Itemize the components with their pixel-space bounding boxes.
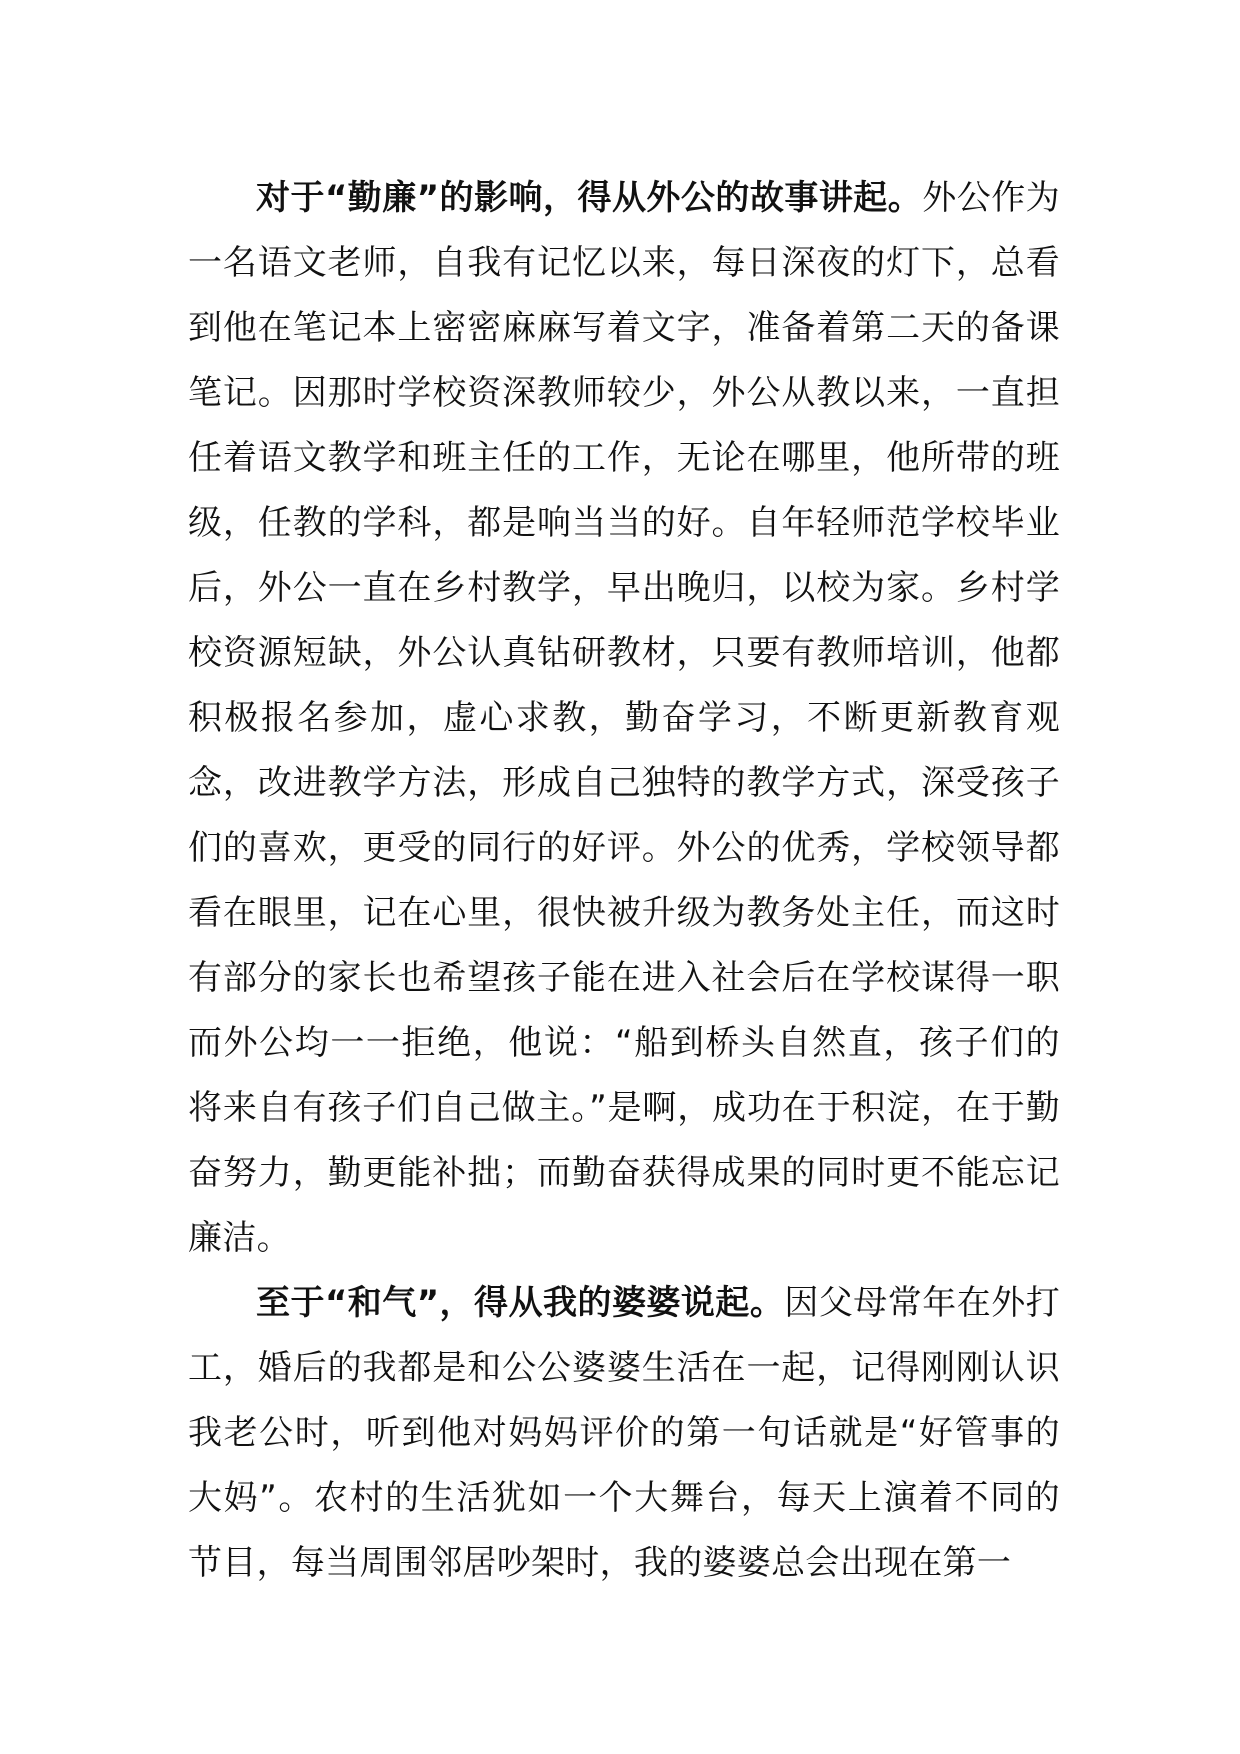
paragraph-mother-in-law-story: [188, 1271, 1060, 1596]
paragraph-lead-heading: 对于“勤廉”的影响，得从外公的故事讲起。: [256, 178, 923, 218]
document-page: [188, 166, 1060, 1596]
paragraph-lead-heading: 至于“和气”，得从我的婆婆说起。: [256, 1283, 785, 1323]
paragraph-body-text: 因父母常年在外打工，婚后的我都是和公公婆婆生活在一起，记得刚刚认识我老公时，听到他对妈妈评价的第一句话就是“好管事的大妈”。农村的生活犹如一个大舞台，每天上演着不同的节目，每当周围邻居吵架时，我的婆婆总会出现在第一: [188, 1283, 1060, 1583]
paragraph-grandfather-story: [188, 166, 1060, 1271]
paragraph-body-text: 外公作为一名语文老师，自我有记忆以来，每日深夜的灯下，总看到他在笔记本上密密麻麻写着文字，准备着第二天的备课笔记。因那时学校资深教师较少，外公从教以来，一直担任着语文教学和班主任的工作，无论在哪里，他所带的班级，任教的学科，都是响当当的好。自年轻师范学校毕业后，外公一直在乡村教学，早出晚归，以校为家。乡村学校资源短缺，外公认真钻研教材，只要有教师培训，他都积极报名参加，虚心求教，勤奋学习，不断更新教育观念，改进教学方法，形成自己独特的教学方式，深受孩子们的喜欢，更受的同行的好评。外公的优秀，学校领导都看在眼里，记在心里，很快被升级为教务处主任，而这时有部分的家长也希望孩子能在进入社会后在学校谋得一职而外公均一一拒绝，他说：“船到桥头自然直，孩子们的将来自有孩子们自己做主。”是啊，成功在于积淀，在于勤奋努力，勤更能补拙；而勤奋获得成果的同时更不能忘记廉洁。: [188, 178, 1060, 1258]
